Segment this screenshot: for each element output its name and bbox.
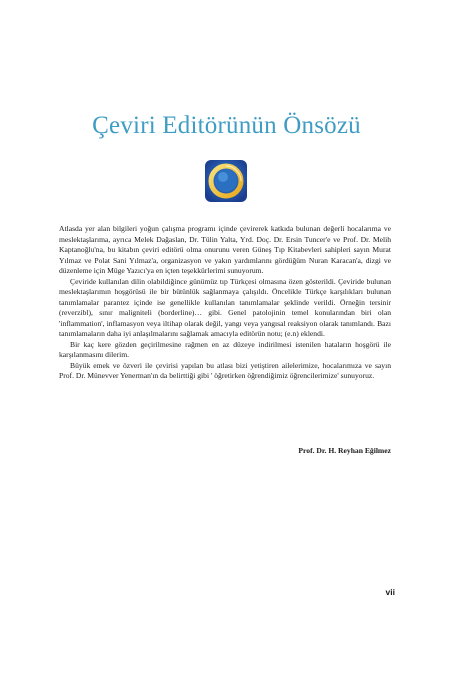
preface-paragraph: Büyük emek ve özveri ile çevirisi yapılan bu atlası bizi yetiştiren ailelerimize, hocalarımıza ve sayın Prof. Dr. Münevver Yenerman'ın da belirttiği gibi ' öğretirken öğrendiğimiz öğrencilerimize' sunuyoruz. (59, 360, 391, 380)
author-signature: Prof. Dr. H. Reyhan Eğilmez (298, 446, 391, 455)
preface-body (59, 224, 391, 382)
page-number: vii (385, 587, 395, 597)
preface-paragraph: Bir kaç kere gözden geçirilmesine rağmen en az düzeye indirilmesi istenilen hataların hoşgörü ile karşılanmasını dilerim. (59, 339, 391, 359)
preface-paragraph: Atlasda yer alan bilgileri yoğun çalışma programı içinde çevirerek katkıda bulunan değerli hocalarıma ve meslektaşlarıma, ayrıca Melek Dağaslan, Dr. Tülin Yalta, Yrd. Doç. Dr. Ersin Tuncer'e ve Prof. Dr. Melih Kaptanoğlu'na, bu kitabın çeviri editörü olma onurunu veren Güneş Tıp Kitabevleri sahipleri sayın Murat Yılmaz ve Polat Sani Yılmaz'a, organizasyon ve yakın yardımlarını gördüğüm Nuran Karacan'a, dizgi ve düzenleme için Müge Yazıcı'ya en içten teşekkürlerimi sunuyorum. (59, 224, 391, 275)
page-title: Çeviri Editörünün Önsözü (92, 112, 361, 139)
preface-paragraph: Çeviride kullanılan dilin olabildiğince günümüz tıp Türkçesi olmasına özen gösterildi. Çeviride bulunan meslektaşlarımın hoşgörüsü ile bir bütünlük sağlanmaya çalışıldı. Öncelikle Türkçe karşılıkları bulunan tanımlamalar parantez içinde ise genellikle kullanılan tanımlamalar şeklinde verildi. Örneğin tersinir (reverzibl), sınır maligniteli (borderline)… gibi. Genel patolojinin temel konularından biri olan 'inflammation', inflamasyon veya iltihap olarak değil, yangı veya yangısal reaksiyon olarak tanımlandı. Bazı tanımlamaların daha iyi anlaşılmalarını sağlamak amacıyla editörün notu; (e.n) eklendi. (59, 276, 391, 338)
publisher-logo-icon (205, 160, 247, 202)
